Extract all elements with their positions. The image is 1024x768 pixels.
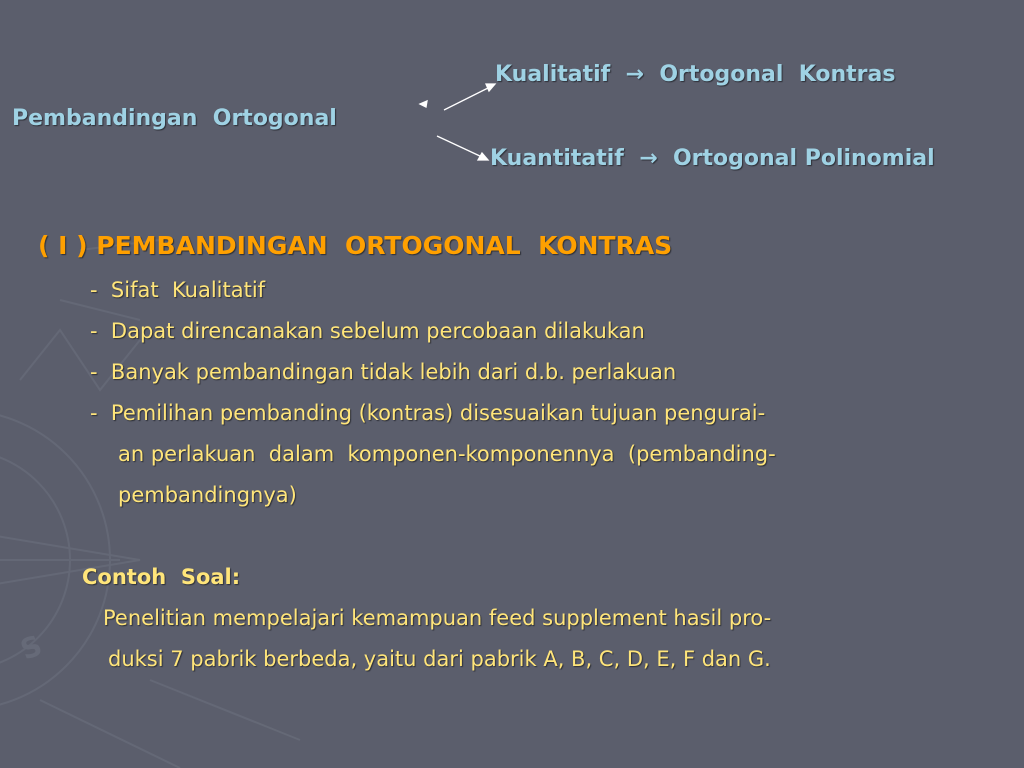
example-line: duksi 7 pabrik berbeda, yaitu dari pabrik A, B, C, D, E, F dan G. xyxy=(108,647,771,671)
bullet-item: - Dapat direncanakan sebelum percobaan dilakukan xyxy=(90,319,645,343)
branch-upper-label: Kualitatif → Ortogonal Kontras xyxy=(495,62,896,87)
bullet-continuation: pembandingnya) xyxy=(118,483,297,507)
lower-branch-arrow xyxy=(437,136,482,157)
small-pointer-icon xyxy=(420,101,427,107)
root-label: Pembandingan Ortogonal xyxy=(12,106,337,131)
bullet-item: - Banyak pembandingan tidak lebih dari d.b. perlakuan xyxy=(90,360,677,384)
example-line: Penelitian mempelajari kemampuan feed supplement hasil pro- xyxy=(103,606,772,630)
svg-text:S: S xyxy=(16,628,47,667)
bullet-item: - Sifat Kualitatif xyxy=(90,278,266,302)
section-title: ( I ) PEMBANDINGAN ORTOGONAL KONTRAS xyxy=(38,231,673,260)
upper-arrowhead-icon xyxy=(486,84,495,91)
bullet-continuation: an perlakuan dalam komponen-komponennya (pembanding- xyxy=(118,442,776,466)
upper-branch-arrow xyxy=(444,87,490,110)
bullet-item: - Pemilihan pembanding (kontras) disesuaikan tujuan pengurai- xyxy=(90,401,766,425)
lower-arrowhead-icon xyxy=(478,153,488,160)
branch-lower-label: Kuantitatif → Ortogonal Polinomial xyxy=(490,146,935,171)
example-heading: Contoh Soal: xyxy=(82,565,241,589)
